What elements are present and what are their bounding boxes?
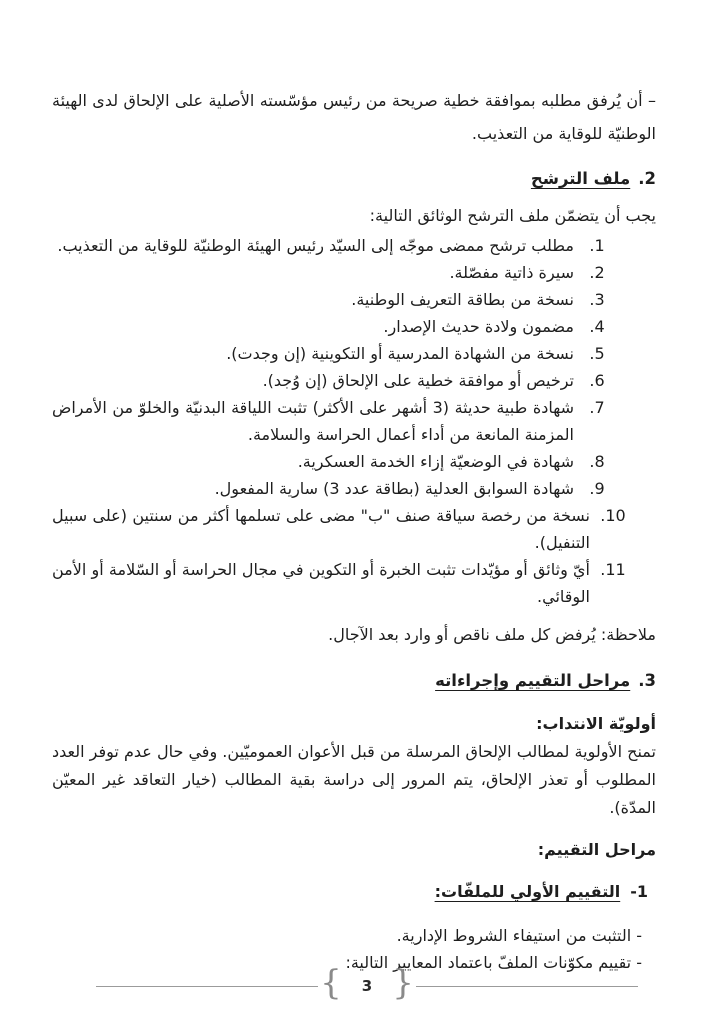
- list-item-number: 4.: [589, 317, 605, 336]
- stage1-number: 1-: [630, 882, 648, 901]
- required-documents-list: [52, 232, 656, 610]
- page-number-bracket-left-icon: {: [320, 963, 342, 1003]
- evaluation-stages-heading: مراحل التقييم:: [537, 840, 656, 859]
- stage1-heading: [52, 877, 656, 907]
- section-title-candidacy-file: [52, 164, 656, 194]
- list-item-text: نسخة من رخصة سياقة صنف "ب" مضى على تسلمها أكثر من سنتين (على سبيل التنفيل).: [52, 506, 590, 552]
- list-item: [52, 502, 656, 556]
- list-item-text: سيرة ذاتية مفصّلة.: [449, 263, 574, 282]
- list-item-text: أيّ وثائق أو مؤيّدات تثبت الخبرة أو التكوين في مجال الحراسة أو السّلامة أو الأمن الوقائي.: [52, 560, 590, 606]
- bullet-item: - التثبت من استيفاء الشروط الإدارية.: [396, 926, 642, 945]
- list-item: [52, 556, 656, 610]
- list-item: [52, 286, 656, 313]
- stage1-title-text: التقييم الأولي للملفّات:: [434, 882, 621, 901]
- list-item: [52, 259, 656, 286]
- bullet-item: - تقييم مكوّنات الملفّ باعتماد المعايير التالية:: [345, 953, 642, 972]
- section-title-text: مراحل التقييم وإجراءاته: [435, 671, 631, 690]
- page-footer: [96, 963, 638, 1006]
- rejection-note: ملاحظة: يُرفض كل ملف ناقص أو وارد بعد الآجال.: [328, 625, 656, 644]
- section-number: 3.: [638, 671, 656, 690]
- list-item-text: نسخة من الشهادة المدرسية أو التكوينية (إن وجدت).: [226, 344, 574, 363]
- document-content: [52, 84, 656, 976]
- list-item-number: 6.: [589, 371, 605, 390]
- page-number-bracket-right-icon: }: [392, 963, 414, 1003]
- intro-paragraph: – أن يُرفق مطلبه بموافقة خطية صريحة من رئيس مؤسّسته الأصلية على الإلحاق لدى الهيئة الوطنيّة للوقاية من التعذيب.: [52, 91, 656, 143]
- recruitment-priority-paragraph: تمنح الأولوية لمطالب الإلحاق المرسلة من قبل الأعوان العموميّين. وفي حال عدم توفر العدد المطلوب أو تعذر الإلحاق، يتم المرور إلى دراسة بقية المطالب (خيار التعاقد غير المعيّن المدّة).: [52, 742, 656, 817]
- list-item-number: 3.: [589, 290, 605, 309]
- list-item: [52, 313, 656, 340]
- section-title-text: ملف الترشح: [530, 169, 631, 188]
- list-item: [52, 394, 656, 448]
- list-intro: يجب أن يتضمّن ملف الترشح الوثائق التالية:: [369, 206, 656, 225]
- list-item-number: 5.: [589, 344, 605, 363]
- footer-rule-right: [416, 986, 638, 987]
- list-item-number: 9.: [589, 479, 605, 498]
- list-item-text: نسخة من بطاقة التعريف الوطنية.: [351, 290, 574, 309]
- list-item: [52, 367, 656, 394]
- list-item-number: 2.: [589, 263, 605, 282]
- list-item-text: شهادة السوابق العدلية (بطاقة عدد 3) سارية المفعول.: [214, 479, 574, 498]
- list-item-text: مضمون ولادة حديث الإصدار.: [383, 317, 574, 336]
- list-item-number: 11.: [600, 560, 626, 579]
- page-number: 3: [361, 977, 373, 995]
- list-item-number: 8.: [589, 452, 605, 471]
- footer-rule-left: [96, 986, 318, 987]
- list-item-number: 7.: [589, 398, 605, 417]
- list-item: [52, 475, 656, 502]
- list-item-text: شهادة في الوضعيّة إزاء الخدمة العسكرية.: [297, 452, 574, 471]
- list-item: [52, 232, 656, 259]
- list-item-number: 10.: [600, 506, 626, 525]
- recruitment-priority-heading: أولويّة الانتداب:: [536, 714, 656, 733]
- list-item: [52, 340, 656, 367]
- list-item-text: شهادة طبية حديثة (3 أشهر على الأكثر) تثبت اللياقة البدنيّة والخلوّ من الأمراض المزمنة المانعة من أداء أعمال الحراسة والسلامة.: [52, 398, 575, 444]
- section-number: 2.: [638, 169, 656, 188]
- section-title-evaluation-stages: [52, 666, 656, 696]
- list-item-number: 1.: [589, 236, 605, 255]
- list-item-text: مطلب ترشح ممضى موجّه إلى السيّد رئيس الهيئة الوطنيّة للوقاية من التعذيب.: [57, 236, 574, 255]
- list-item-text: ترخيص أو موافقة خطية على الإلحاق (إن وُجد).: [262, 371, 574, 390]
- list-item: [52, 448, 656, 475]
